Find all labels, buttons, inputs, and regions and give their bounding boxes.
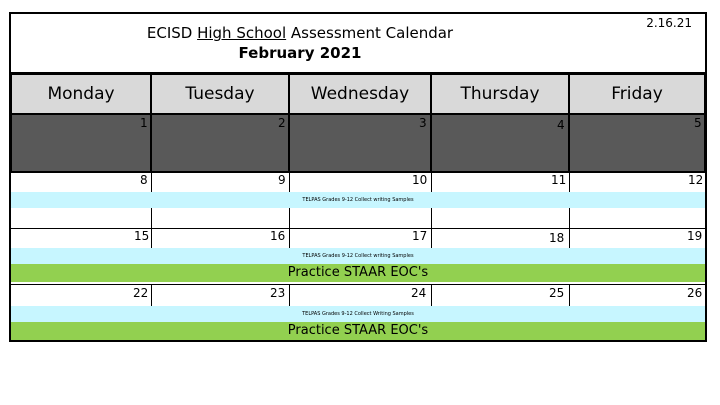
column-divider (151, 284, 152, 306)
day-cell (569, 114, 705, 172)
title-prefix: ECISD (146, 24, 198, 42)
date-number: 19 (687, 229, 703, 243)
calendar-title (0, 24, 600, 42)
day-header-monday: Monday (11, 74, 151, 114)
date-number: 1 (140, 116, 148, 130)
column-divider (289, 172, 290, 192)
column-divider (431, 284, 432, 306)
column-divider (151, 208, 152, 228)
date-number: 3 (419, 116, 427, 130)
row-divider (11, 172, 705, 173)
day-header-friday: Friday (569, 74, 705, 114)
date-number: 24 (411, 286, 427, 300)
column-divider (569, 172, 570, 192)
row-divider (11, 228, 705, 229)
date-number: 5 (694, 116, 702, 130)
date-number: 25 (549, 286, 565, 300)
day-header-wednesday: Wednesday (289, 74, 431, 114)
date-number: 22 (133, 286, 149, 300)
day-cell (151, 114, 289, 172)
date-number: 11 (551, 173, 567, 187)
row-divider (11, 284, 705, 285)
day-header-tuesday: Tuesday (151, 74, 289, 114)
day-cell (289, 114, 431, 172)
column-divider (431, 172, 432, 192)
day-header-thursday: Thursday (431, 74, 569, 114)
day-cell (431, 114, 569, 172)
column-divider (569, 228, 570, 248)
date-number: 8 (140, 173, 148, 187)
column-divider (289, 208, 290, 228)
telpas-label: TELPAS Grades 9-12 Collect writing Samples (302, 197, 414, 203)
date-number: 10 (412, 173, 428, 187)
title-underlined: High School (197, 24, 287, 42)
date-number: 15 (134, 229, 150, 243)
column-divider (569, 208, 570, 228)
column-divider (151, 172, 152, 192)
column-divider (431, 208, 432, 228)
column-divider (289, 284, 290, 306)
date-number: 17 (412, 229, 428, 243)
calendar-month: February 2021 (238, 44, 362, 62)
calendar-title-box (9, 12, 707, 74)
telpas-band (11, 192, 705, 208)
date-number: 23 (270, 286, 286, 300)
staar-label: Practice STAAR EOC's (287, 265, 429, 280)
date-number: 26 (687, 286, 703, 300)
date-number: 18 (549, 231, 565, 245)
title-suffix: Assessment Calendar (286, 24, 454, 42)
day-cell (11, 114, 151, 172)
revision-date: 2.16.21 (646, 16, 692, 30)
date-number: 9 (278, 173, 286, 187)
column-divider (289, 228, 290, 248)
telpas-band (11, 306, 705, 322)
date-number: 16 (270, 229, 286, 243)
column-divider (151, 228, 152, 248)
date-number: 2 (278, 116, 286, 130)
telpas-label: TELPAS Grades 9-12 Collect writing Samples (302, 253, 414, 259)
staar-band (11, 322, 705, 340)
staar-label: Practice STAAR EOC's (287, 323, 429, 338)
telpas-label: TELPAS Grades 9-12 Collect Writing Samples (302, 311, 414, 317)
column-divider (431, 228, 432, 248)
date-number: 4 (557, 118, 565, 132)
staar-band (11, 264, 705, 282)
date-number: 12 (688, 173, 704, 187)
telpas-band (11, 248, 705, 264)
column-divider (569, 284, 570, 306)
